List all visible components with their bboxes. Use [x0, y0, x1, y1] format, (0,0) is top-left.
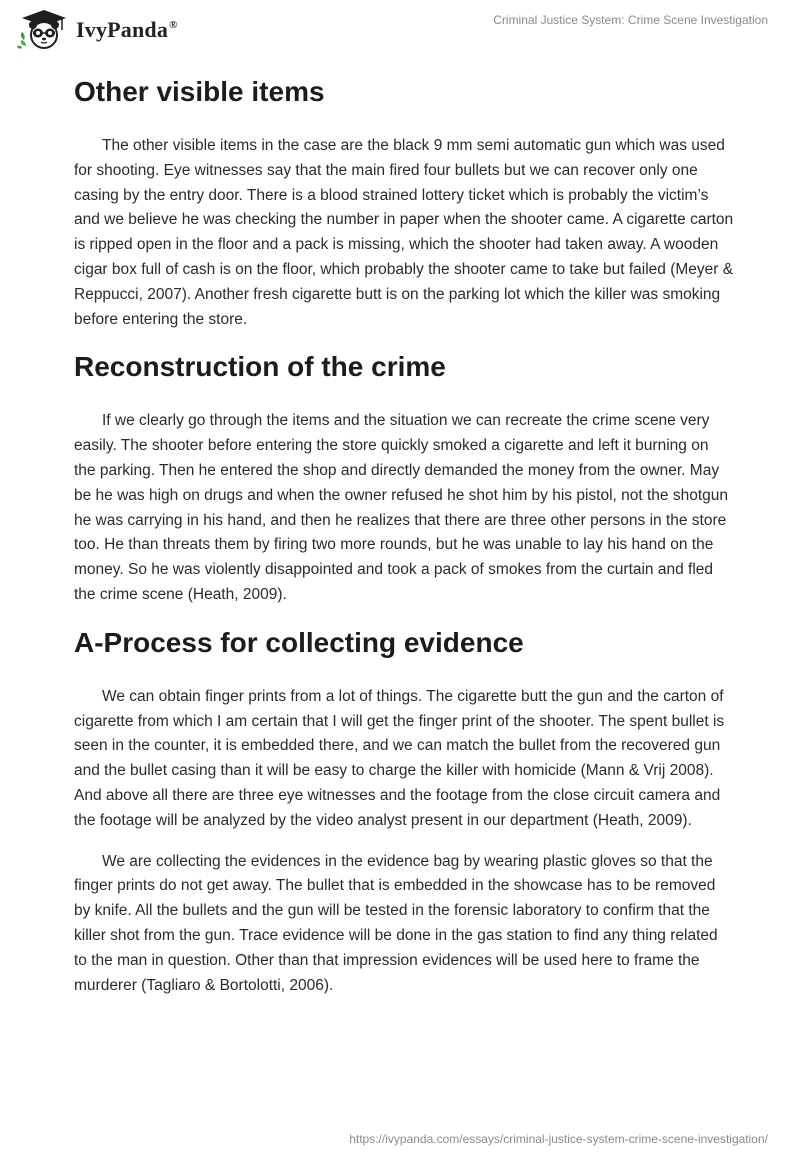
brand-name: IvyPanda®	[76, 17, 178, 42]
paragraph: We are collecting the evidences in the evidence bag by wearing plastic gloves so that the finger prints do not get away. The bullet that is embedded in the showcase has to be removed by knife. All the bullets and the gun will be tested in the forensic laboratory to confirm that the killer shot from the gun. Trace evidence will be done in the gas station to find any thing related to the man in question. Other than that impression evidences will be used here to frame the murderer (Tagliaro & Bortolotti, 2006).	[74, 852, 718, 994]
section-heading: A-Process for collecting evidence	[74, 626, 524, 658]
panda-mascot-icon	[16, 8, 72, 52]
document-title: Criminal Justice System: Crime Scene Investigation	[493, 13, 768, 27]
source-url-link[interactable]: https://ivypanda.com/essays/criminal-justice-system-crime-scene-investigation/	[349, 1132, 768, 1146]
section-heading: Reconstruction of the crime	[74, 351, 446, 383]
paragraph: If we clearly go through the items and the situation we can recreate the crime scene very easily. The shooter before entering the store quickly smoked a cigarette and left it burning on the parking. Then he entered the shop and directly demanded the money from the owner. May be he was high on drugs and when the owner refused he shot him by his pistol, not the shotgun he was carrying in his hand, and then he realizes that there are three other persons in the store too. He than threats them by firing two more rounds, but he was unable to lay his hand on the money. So he was violently disappointed and took a pack of smokes from the curtain and fled the crime scene (Heath, 2009).	[74, 412, 729, 603]
page-header	[0, 0, 800, 60]
ivypanda-logo[interactable]	[16, 8, 178, 52]
paragraph: We can obtain finger prints from a lot of things. The cigarette butt the gun and the carton of cigarette from which I am certain that I will get the finger print of the shooter. The spent bullet is seen in the counter, it is embedded there, and we can match the bullet from the recovered gun and the bullet casing than it will be easy to charge the killer with homicide (Mann & Vrij 2008). And above all there are three eye witnesses and the footage from the close circuit camera and the footage will be analyzed by the video analyst present in our department (Heath, 2009).	[74, 687, 725, 829]
essay-body	[74, 70, 734, 998]
paragraph: The other visible items in the case are the black 9 mm semi automatic gun which was used for shooting. Eye witnesses say that the main fired four bullets but we can recover only one casing by the entry door. There is a blood strained lottery ticket which is probably the victim’s and we believe he was checking the number in paper when the shooter came. A cigarette carton is ripped open in the floor and a pack is missing, which the shooter had taken away. A wooden cigar box full of cash is on the floor, which probably the shooter came to take but failed (Meyer & Reppucci, 2007). Another fresh cigarette butt is on the parking lot which the killer was smoking before entering the store.	[74, 137, 734, 328]
section-heading: Other visible items	[74, 76, 325, 107]
